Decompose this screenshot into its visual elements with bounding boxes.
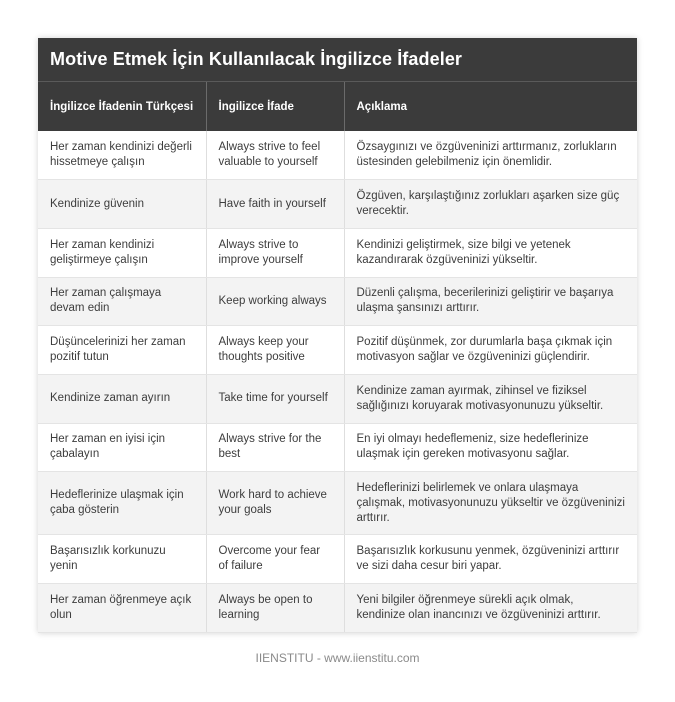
cell-english: Work hard to achieve your goals (206, 472, 344, 535)
cell-english: Always strive to feel valuable to yourself (206, 131, 344, 180)
cell-description: Başarısızlık korkusunu yenmek, özgüveninizi arttırır ve sizi daha cesur biri yapar. (344, 535, 637, 584)
table-row (38, 326, 637, 375)
footer-credit: IIENSTITU - www.iienstitu.com (255, 651, 420, 665)
table-row (38, 131, 637, 180)
page-title: Motive Etmek İçin Kullanılacak İngilizce İfadeler (50, 49, 463, 69)
cell-turkish: Başarısızlık korkunuzu yenin (38, 535, 206, 584)
cell-turkish: Her zaman en iyisi için çabalayın (38, 423, 206, 472)
cell-turkish: Hedeflerinize ulaşmak için çaba gösterin (38, 472, 206, 535)
table-row (38, 180, 637, 229)
title-bar (38, 38, 637, 82)
cell-description: Kendinizi geliştirmek, size bilgi ve yetenek kazandırarak özgüveninizi yükseltir. (344, 228, 637, 277)
table-row (38, 228, 637, 277)
cell-description: Kendinize zaman ayırmak, zihinsel ve fiziksel sağlığınızı koruyarak motivasyonunuzu yükseltir. (344, 374, 637, 423)
table-row (38, 535, 637, 584)
cell-turkish: Her zaman öğrenmeye açık olun (38, 584, 206, 633)
cell-description: Düzenli çalışma, becerilerinizi geliştirir ve başarıya ulaşma şansınızı arttırır. (344, 277, 637, 326)
cell-turkish: Her zaman kendinizi geliştirmeye çalışın (38, 228, 206, 277)
table-row (38, 374, 637, 423)
cell-turkish: Her zaman kendinizi değerli hissetmeye çalışın (38, 131, 206, 180)
cell-description: Pozitif düşünmek, zor durumlarla başa çıkmak için motivasyon sağlar ve özgüveninizi güçlendirir. (344, 326, 637, 375)
cell-english: Take time for yourself (206, 374, 344, 423)
cell-turkish: Kendinize zaman ayırın (38, 374, 206, 423)
phrases-card (38, 38, 637, 633)
cell-description: Yeni bilgiler öğrenmeye sürekli açık olmak, kendinize olan inancınızı ve özgüveninizi arttırır. (344, 584, 637, 633)
header-turkish: İngilizce İfadenin Türkçesi (38, 82, 206, 131)
cell-turkish: Kendinize güvenin (38, 180, 206, 229)
phrases-table (38, 82, 637, 633)
cell-description: En iyi olmayı hedeflemeniz, size hedeflerinize ulaşmak için gereken motivasyonu sağlar. (344, 423, 637, 472)
table-row (38, 277, 637, 326)
table-row (38, 423, 637, 472)
cell-english: Always strive for the best (206, 423, 344, 472)
cell-english: Keep working always (206, 277, 344, 326)
cell-english: Always strive to improve yourself (206, 228, 344, 277)
cell-english: Always be open to learning (206, 584, 344, 633)
table-header-row (38, 82, 637, 131)
cell-english: Have faith in yourself (206, 180, 344, 229)
table-row (38, 472, 637, 535)
header-description: Açıklama (356, 100, 408, 113)
cell-description: Özgüven, karşılaştığınız zorlukları aşarken size güç verecektir. (344, 180, 637, 229)
cell-description: Özsaygınızı ve özgüveninizi arttırmanız, zorlukların üstesinden gelebilmeniz için önemlidir. (344, 131, 637, 180)
cell-english: Overcome your fear of failure (206, 535, 344, 584)
cell-turkish: Her zaman çalışmaya devam edin (38, 277, 206, 326)
cell-english: Always keep your thoughts positive (206, 326, 344, 375)
cell-description: Hedeflerinizi belirlemek ve onlara ulaşmaya çalışmak, motivasyonunuzu yükseltir ve özgüveninizi arttırır. (344, 472, 637, 535)
header-english: İngilizce İfade (206, 82, 344, 131)
cell-turkish: Düşüncelerinizi her zaman pozitif tutun (38, 326, 206, 375)
table-row (38, 584, 637, 633)
